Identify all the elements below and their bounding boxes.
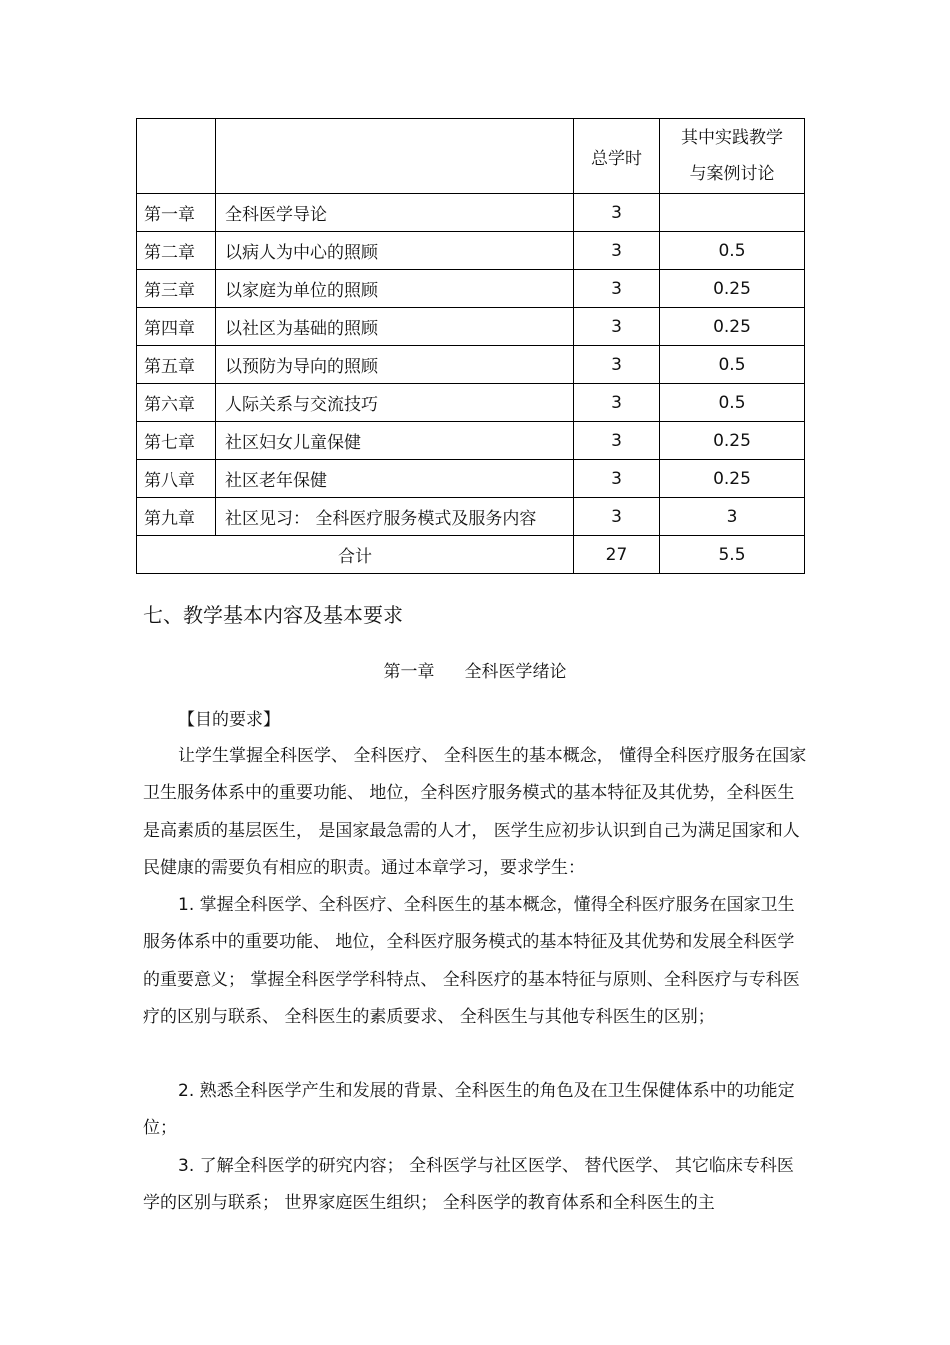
chapter-heading <box>0 657 950 682</box>
row-total: 3 <box>574 346 660 384</box>
chapter-number: 第一章 <box>383 662 435 682</box>
row-total: 3 <box>574 460 660 498</box>
row-practice: 3 <box>660 498 805 536</box>
table-row <box>137 460 805 498</box>
header-practice-hours: 其中实践教学 与案例讨论 <box>660 119 805 194</box>
row-total: 3 <box>574 232 660 270</box>
requirement-item: 2. 熟悉全科医学产生和发展的背景、全科医生的角色及在卫生保健体系中的功能定位； <box>143 1081 795 1139</box>
header-empty-title <box>216 119 574 194</box>
table-row <box>137 270 805 308</box>
row-total: 3 <box>574 384 660 422</box>
row-title: 以病人为中心的照顾 <box>216 232 574 270</box>
row-chapter: 第五章 <box>137 346 216 384</box>
row-title: 以社区为基础的照顾 <box>216 308 574 346</box>
table-row <box>137 346 805 384</box>
chapter-name: 全科医学绪论 <box>464 662 567 682</box>
requirement-item: 1. 掌握全科医学、全科医疗、全科医生的基本概念，懂得全科医疗服务在国家卫生服务体系中的重要功能、 地位，全科医疗服务模式的基本特征及其优势和发展全科医学的重要意义； 掌握全科医学学科特点、 全科医疗的基本特征与原则、全科医疗与专科医疗的区别与联系、 全科医生的素质要求、 全科医生与其他专科医生的区别； <box>143 895 800 1027</box>
row-total: 3 <box>574 194 660 232</box>
row-title: 以预防为导向的照顾 <box>216 346 574 384</box>
row-chapter: 第四章 <box>137 308 216 346</box>
course-hours-table <box>136 118 805 574</box>
row-practice: 0.5 <box>660 232 805 270</box>
row-chapter: 第八章 <box>137 460 216 498</box>
total-label: 合计 <box>137 536 574 574</box>
table-row <box>137 384 805 422</box>
row-title: 社区老年保健 <box>216 460 574 498</box>
row-title: 全科医学导论 <box>216 194 574 232</box>
table-row <box>137 422 805 460</box>
row-practice: 0.5 <box>660 346 805 384</box>
row-practice: 0.25 <box>660 422 805 460</box>
table-header-row <box>137 119 805 194</box>
row-title: 以家庭为单位的照顾 <box>216 270 574 308</box>
requirement-item: 3. 了解全科医学的研究内容； 全科医学与社区医学、 替代医学、 其它临床专科医学的区别与联系； 世界家庭医生组织； 全科医学的教育体系和全科医生的主 <box>143 1156 794 1214</box>
row-total: 3 <box>574 308 660 346</box>
row-chapter: 第七章 <box>137 422 216 460</box>
row-chapter: 第六章 <box>137 384 216 422</box>
total-hours: 27 <box>574 536 660 574</box>
row-chapter: 第三章 <box>137 270 216 308</box>
row-practice: 0.5 <box>660 384 805 422</box>
row-total: 3 <box>574 498 660 536</box>
section-title: 七、教学基本内容及基本要求 <box>143 603 403 627</box>
row-chapter: 第一章 <box>137 194 216 232</box>
objective-tag: 【目的要求】 <box>178 710 280 730</box>
total-practice: 5.5 <box>660 536 805 574</box>
row-total: 3 <box>574 422 660 460</box>
header-total-hours: 总学时 <box>574 119 660 194</box>
row-chapter: 第九章 <box>137 498 216 536</box>
row-practice: 0.25 <box>660 308 805 346</box>
header-empty-chapter <box>137 119 216 194</box>
table-row <box>137 232 805 270</box>
row-title: 人际关系与交流技巧 <box>216 384 574 422</box>
row-practice <box>660 194 805 232</box>
row-total: 3 <box>574 270 660 308</box>
table-row <box>137 498 805 536</box>
row-title: 社区妇女儿童保健 <box>216 422 574 460</box>
row-chapter: 第二章 <box>137 232 216 270</box>
row-title: 社区见习： 全科医疗服务模式及服务内容 <box>216 498 574 536</box>
row-practice: 0.25 <box>660 270 805 308</box>
intro-paragraph: 让学生掌握全科医学、 全科医疗、 全科医生的基本概念， 懂得全科医疗服务在国家卫生服务体系中的重要功能、 地位，全科医疗服务模式的基本特征及其优势，全科医生是高素质的基层医生， 是国家最急需的人才， 医学生应初步认识到自己为满足国家和人民健康的需要负有相应的职责。通过本章学习，要求学生： <box>143 746 807 878</box>
table-row <box>137 194 805 232</box>
table-total-row <box>137 536 805 574</box>
table-row <box>137 308 805 346</box>
row-practice: 0.25 <box>660 460 805 498</box>
